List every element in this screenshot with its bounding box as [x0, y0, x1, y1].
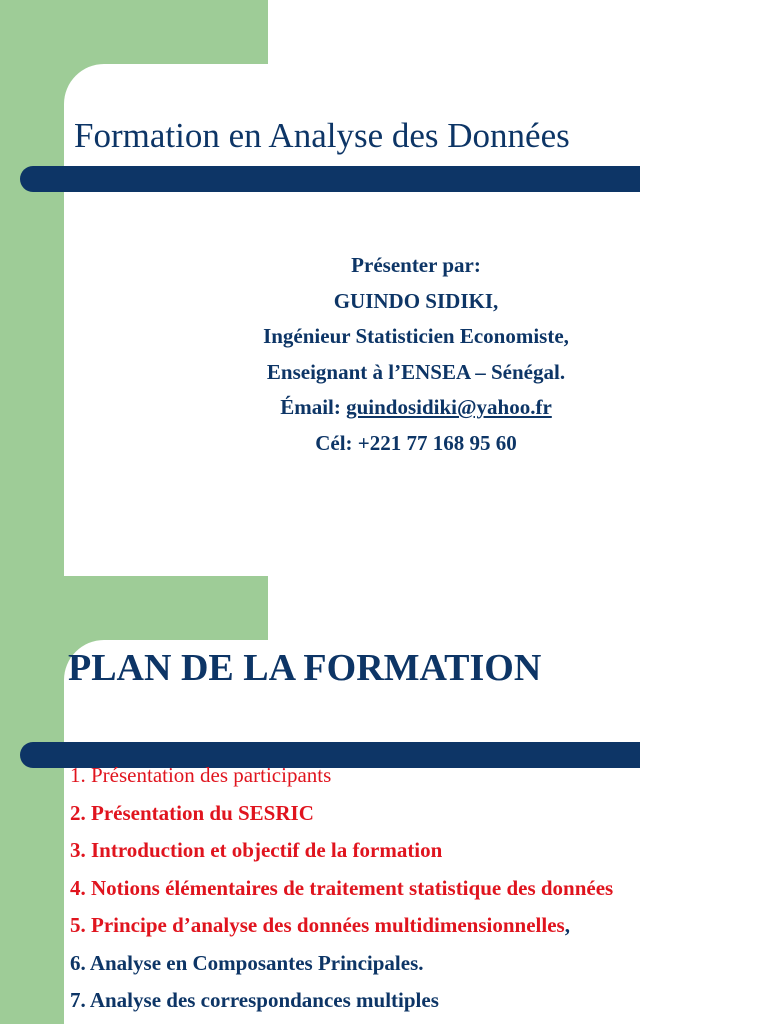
list-item: 2. Présentation du SESRIC	[70, 800, 314, 825]
list-item: 1. Présentation des participants	[70, 763, 332, 787]
presenter-label: Présenter par:	[351, 253, 481, 277]
presenter-name: GUINDO SIDIKI,	[333, 288, 499, 313]
presenter-phone: Cél: +221 77 168 95 60	[315, 430, 517, 455]
presenter-affiliation: Enseignant à l’ENSEA – Sénégal.	[266, 359, 566, 384]
list-item	[70, 912, 760, 938]
plan-title-heading: PLAN DE LA FORMATION	[68, 647, 542, 689]
plan-list	[70, 762, 760, 1025]
green-left-strip	[0, 0, 64, 576]
presenter-role: Ingénieur Statisticien Economiste,	[263, 324, 569, 348]
list-item: 4. Notions élémentaires de traitement statistique des données	[70, 875, 614, 900]
list-item: 3. Introduction et objectif de la formation	[70, 838, 443, 862]
slide-title-heading: Formation en Analyse des Données	[74, 116, 570, 155]
list-item-text: 5. Principe d’analyse des données multidimensionnelles	[70, 913, 565, 937]
title-rule-bar	[20, 166, 640, 192]
email-label: Émail:	[280, 395, 341, 419]
presenter-email-line	[64, 390, 768, 426]
list-item-tail: ,	[564, 913, 570, 937]
presenter-info	[64, 248, 768, 461]
list-item: 6. Analyse en Composantes Principales.	[70, 950, 424, 975]
email-link[interactable]: guindosidiki@yahoo.fr	[346, 395, 552, 419]
green-left-strip	[0, 576, 64, 1024]
list-item: 7. Analyse des correspondances multiples	[70, 988, 439, 1012]
